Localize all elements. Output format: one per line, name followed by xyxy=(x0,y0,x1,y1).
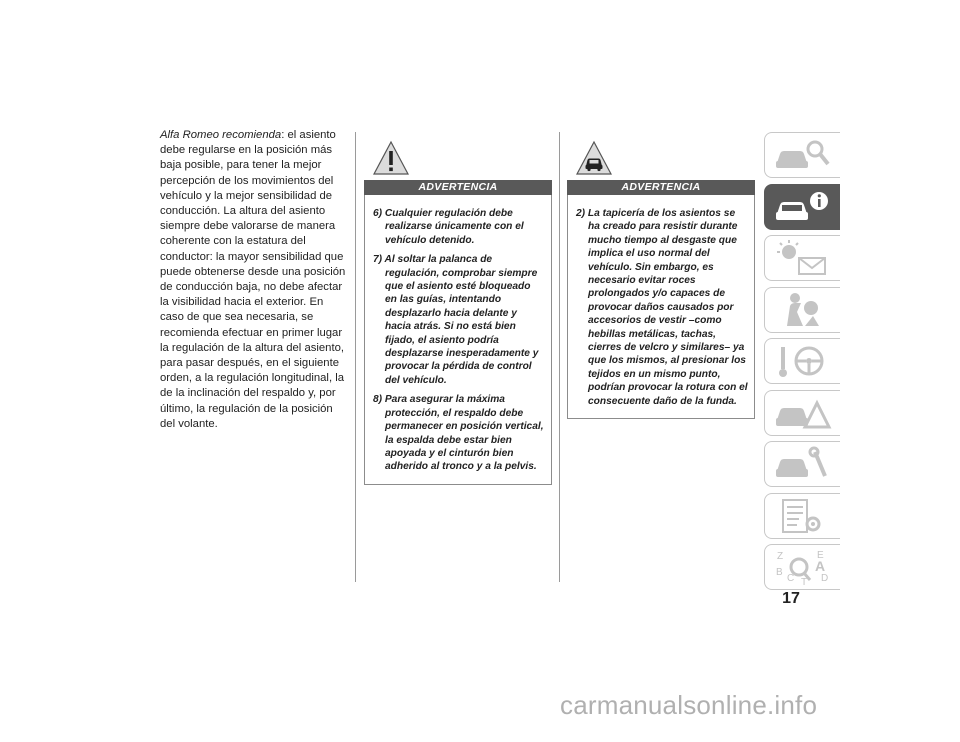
car-info-icon xyxy=(773,189,833,225)
exclamation-triangle-icon xyxy=(372,140,410,176)
warning-item: 2) La tapicería de los asientos se ha creado para resistir durante mucho tiempo al desgaste que implica el uso normal del vehículo. Sin embargo, es necesario evitar roces prolongados y/o capaces de provocar daños causados por accesorios de vestir –como hebillas metálicas, tachas, cierres de velcro y similares– ya que los mismos, al presionar los tejidos en un mismo punto, podrían provocar la rotura con el consecuente daño de la funda. xyxy=(576,208,748,407)
index-letter: A xyxy=(815,558,826,574)
column-divider-1 xyxy=(355,132,356,582)
warning-item: 6) Cualquier regulación debe realizarse únicamente con el vehículo detenido. xyxy=(373,208,524,246)
intro-lead: Alfa Romeo recomienda xyxy=(160,129,282,141)
alphabet-index-icon xyxy=(773,549,833,585)
tab-getting-to-know-car[interactable] xyxy=(764,132,840,178)
warning-block-seat-adjust xyxy=(364,140,552,485)
warning-heading: ADVERTENCIA xyxy=(567,180,755,195)
intro-body: : el asiento debe regularse en la posición más baja posible, para tener la mejor percepción de los movimientos del vehículo y la mejor sensibilidad de conducción. La altura del asiento siempre debe valorarse de manera coherente con la estatura del conductor: la mayor sensibilidad que puede obtenerse desde una posición de conducción baja, no debe afectar la visibilidad hacia el exterior. En caso de que sea necesaria, se recomienda efectuar en primer lugar la regulación de la altura del asiento, para pasar después, en el siguiente orden, a la regulación longitudinal, la de la inclinación del respaldo y, por último, la regulación de la posición del volante. xyxy=(160,129,346,430)
car-magnifier-icon xyxy=(773,137,833,173)
tab-knowing-your-car[interactable] xyxy=(764,184,840,230)
car-warning-triangle-icon xyxy=(773,395,833,431)
tab-emergency[interactable] xyxy=(764,390,840,436)
warning-light-envelope-icon xyxy=(773,240,833,276)
spec-sheet-gear-icon xyxy=(773,498,833,534)
index-letter: Z xyxy=(777,551,784,562)
warning-content xyxy=(364,195,552,485)
intro-paragraph xyxy=(160,128,350,432)
warning-item: 7) Al soltar la palanca de regulación, comprobar siempre que el asiento esté bloqueado en las guías, intentando desplazarlo hacia delante y hacia atrás. Si no está bien fijado, el asiento podría desplazarse inesperadamente y provocar la pérdida de control del vehículo. xyxy=(373,254,539,386)
index-letter: T xyxy=(801,577,808,585)
tab-index[interactable] xyxy=(764,544,840,590)
chapter-tabs xyxy=(764,132,840,596)
tab-technical-data[interactable] xyxy=(764,493,840,539)
index-letter: B xyxy=(776,567,783,578)
tab-servicing-care[interactable] xyxy=(764,441,840,487)
page-number: 17 xyxy=(782,590,800,607)
tab-safety[interactable] xyxy=(764,287,840,333)
warning-heading: ADVERTENCIA xyxy=(364,180,552,195)
warning-content xyxy=(567,195,755,419)
car-wrench-icon xyxy=(773,446,833,482)
airbag-person-icon xyxy=(773,292,833,328)
column-divider-2 xyxy=(559,132,560,582)
key-steering-wheel-icon xyxy=(773,343,833,379)
tab-starting-driving[interactable] xyxy=(764,338,840,384)
warning-block-upholstery xyxy=(567,140,755,419)
car-triangle-icon xyxy=(575,140,613,176)
tab-instrument-panel[interactable] xyxy=(764,235,840,281)
index-letter: C xyxy=(787,573,795,584)
index-letter: D xyxy=(821,573,829,584)
watermark: carmanualsonline.info xyxy=(560,690,818,720)
index-letter: E xyxy=(817,550,824,561)
warning-item: 8) Para asegurar la máxima protección, el respaldo debe permanecer en posición vertical, la espalda debe estar bien apoyada y el cinturón bien adherido al tronco y a la pelvis. xyxy=(373,394,544,473)
